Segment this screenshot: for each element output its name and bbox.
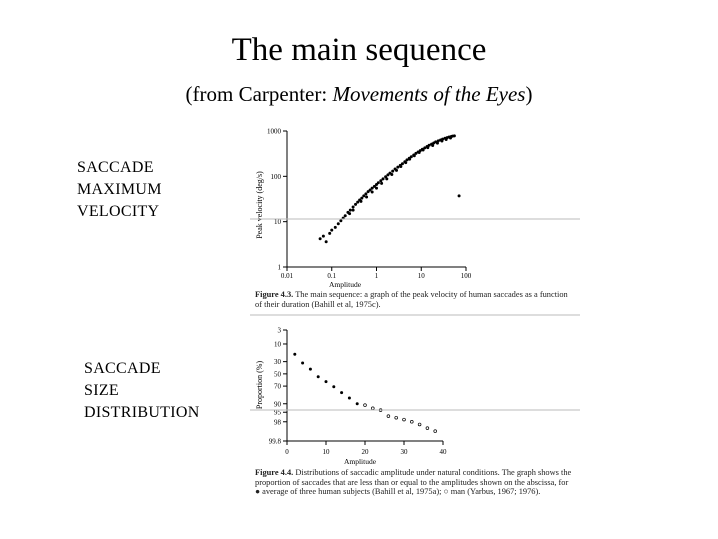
data-point: [348, 212, 351, 215]
data-point: [458, 194, 461, 197]
data-point: [360, 197, 363, 200]
x-tick-label: 20: [361, 448, 369, 456]
main-sequence-plot: [255, 128, 472, 290]
figure-4-3-caption: [255, 290, 573, 309]
y-tick-label: 95: [274, 408, 281, 417]
data-point: [364, 192, 367, 195]
data-point: [408, 158, 411, 161]
data-point: [337, 222, 340, 225]
slide-title: The main sequence: [231, 32, 487, 68]
subtitle-book-title: Movements of the Eyes: [332, 82, 526, 106]
data-point: [309, 368, 312, 371]
data-point: [339, 219, 342, 222]
label-line: VELOCITY: [77, 203, 160, 220]
data-point: [385, 177, 388, 180]
x-tick-label: 10: [417, 272, 425, 280]
data-point: [404, 161, 407, 164]
data-point: [387, 415, 390, 418]
figure-4-4-caption: [255, 468, 573, 497]
subtitle-prefix: (from Carpenter:: [185, 82, 333, 106]
subtitle-suffix: ): [525, 82, 533, 106]
y-tick-label: 70: [274, 382, 281, 391]
data-point: [334, 226, 337, 229]
y-tick-label: 90: [274, 400, 281, 409]
data-point: [391, 170, 394, 173]
data-point: [352, 209, 355, 212]
data-point: [445, 138, 448, 141]
y-tick-label: 10: [274, 340, 281, 349]
y-tick-label: 50: [274, 370, 281, 379]
data-point: [449, 137, 452, 140]
data-point: [399, 165, 402, 168]
y-ticks: [267, 128, 287, 272]
y-ticks: [269, 327, 287, 446]
data-point: [403, 418, 406, 421]
x-axis-label: Amplitude: [343, 457, 377, 466]
data-point: [426, 146, 429, 149]
y-axis-label: Peak velocity (deg/s): [255, 171, 264, 239]
x-ticks: [285, 441, 447, 456]
data-point: [325, 380, 328, 383]
data-point: [359, 200, 362, 203]
data-point: [401, 162, 404, 165]
data-point: [375, 187, 378, 190]
data-point: [390, 173, 393, 176]
x-tick-label: 100: [460, 272, 472, 280]
data-point: [354, 203, 357, 206]
label-line: SIZE: [84, 382, 119, 399]
data-point: [301, 361, 304, 364]
x-tick-label: 10: [322, 448, 330, 456]
caption-text: The main sequence: a graph of the peak velocity of human saccades as a function of their duration (Bahill et al, 1975c).: [255, 290, 568, 309]
y-tick-label: 3: [277, 326, 281, 335]
data-point: [325, 240, 328, 243]
data-point: [380, 182, 383, 185]
y-tick-label: 1: [277, 263, 281, 272]
data-point: [344, 214, 347, 217]
data-point: [434, 430, 437, 433]
data-point: [371, 407, 374, 410]
data-point: [382, 177, 385, 180]
y-tick-label: 10: [274, 218, 281, 227]
data-point: [395, 169, 398, 172]
data-point: [431, 144, 434, 147]
data-point: [418, 423, 421, 426]
data-point: [319, 237, 322, 240]
data-point: [365, 196, 368, 199]
y-axis-label: Proportion (%): [255, 360, 264, 410]
data-point: [340, 391, 343, 394]
y-tick-label: 30: [274, 358, 281, 367]
data-point: [371, 191, 374, 194]
label-line: SACCADE: [84, 360, 161, 377]
x-tick-label: 0: [285, 448, 289, 456]
data-point: [352, 206, 355, 209]
data-point: [377, 181, 380, 184]
data-point: [348, 397, 351, 400]
x-tick-label: 0.1: [327, 272, 337, 280]
x-tick-label: 40: [439, 448, 447, 456]
data-point: [426, 427, 429, 430]
data-points: [293, 353, 436, 433]
label-line: MAXIMUM: [77, 181, 162, 198]
x-tick-label: 1: [374, 272, 379, 280]
y-tick-label: 99.8: [268, 437, 281, 446]
x-tick-label: 0.01: [280, 272, 294, 280]
data-point: [364, 404, 367, 407]
saccade-size-distribution-plot: [255, 327, 447, 467]
data-point: [413, 154, 416, 157]
data-point: [395, 416, 398, 419]
data-points: [319, 134, 461, 243]
data-point: [396, 166, 399, 169]
caption-figure-number: Figure 4.4.: [255, 468, 294, 477]
data-point: [332, 385, 335, 388]
data-point: [330, 229, 333, 232]
data-point: [410, 420, 413, 423]
data-point: [328, 232, 331, 235]
data-point: [293, 353, 296, 356]
label-line: DISTRIBUTION: [84, 404, 200, 421]
y-tick-label: 100: [270, 172, 281, 181]
data-point: [422, 149, 425, 152]
data-point: [317, 375, 320, 378]
data-point: [322, 235, 325, 238]
caption-text: Distributions of saccadic amplitude under natural conditions. The graph shows the proportion of saccades that are less than or equal to the amplitudes shown on the abscissa, for ● average of three human subjects (Bahill et al, 1975a); ○ man (Yarbus, 1967; 1976).: [255, 468, 572, 497]
y-tick-label: 1000: [267, 127, 281, 136]
data-point: [418, 151, 421, 154]
y-tick-label: 98: [274, 418, 281, 427]
data-point: [436, 142, 439, 145]
data-point: [349, 209, 352, 212]
x-tick-label: 30: [400, 448, 408, 456]
data-point: [453, 134, 456, 137]
label-line: SACCADE: [77, 159, 154, 176]
caption-figure-number: Figure 4.3.: [255, 290, 294, 299]
data-point: [356, 402, 359, 405]
x-ticks: [281, 267, 472, 280]
x-axis-label: Amplitude: [328, 280, 362, 289]
data-point: [440, 140, 443, 143]
